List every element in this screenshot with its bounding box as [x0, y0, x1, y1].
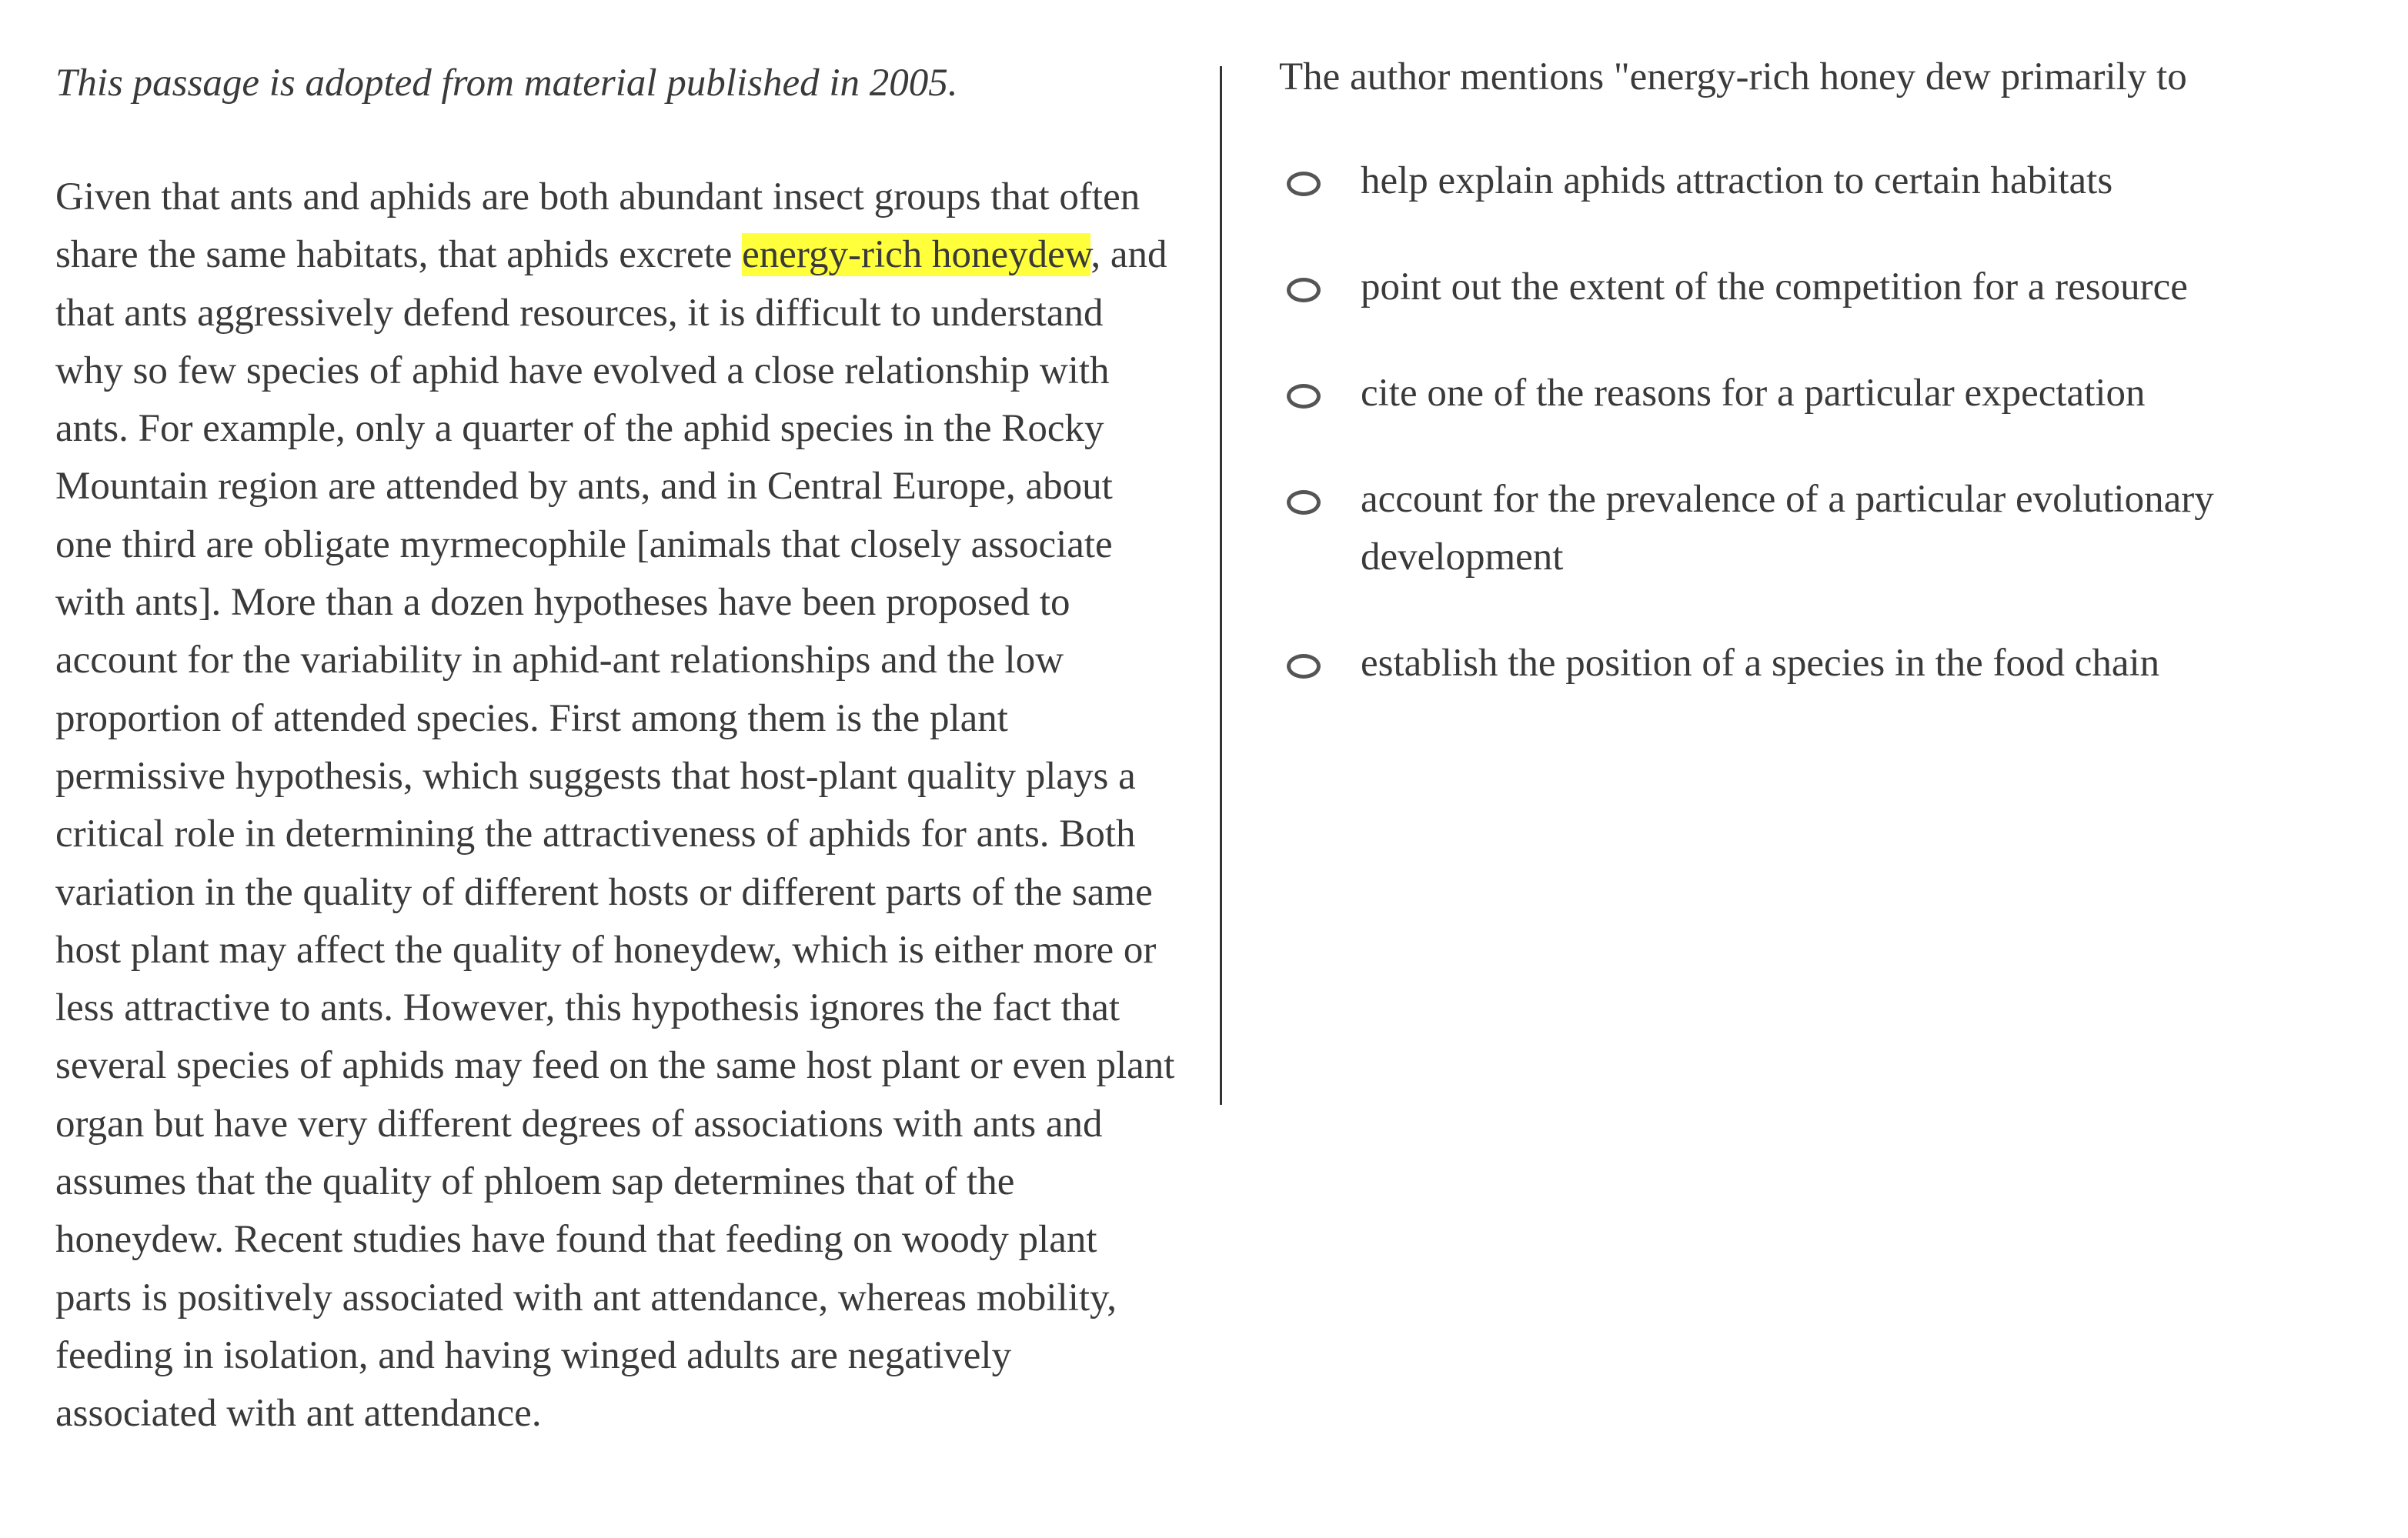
- question-pane: [1279, 48, 2372, 741]
- answer-choice-d[interactable]: [1279, 471, 2372, 586]
- radio-button-icon[interactable]: [1287, 172, 1321, 196]
- passage-text-part-2: , and that ants aggressively defend resources, it is difficult to understand why so few species of aphid have evolved a close relationship with ants. For example, only a quarter of the aphid species in the Rocky Mountain region are attended by ants, and in Central Europe, about one third are obligate myrmecophile [animals that closely associate with ants]. More than a dozen hypotheses have been proposed to account for the variability in aphid-ant relationships and the low proportion of attended species. First among them is the plant permissive hypothesis, which suggests that host-plant quality plays a critical role in determining the attractiveness of aphids for ants. Both variation in the quality of different hosts or different parts of the same host plant may affect the quality of honeydew, which is either more or less attractive to ants. However, this hypothesis ignores the fact that several species of aphids may feed on the same host plant or even plant organ but have very different degrees of associations with ants and assumes that the quality of phloem sap determines that of the honeydew. Recent studies have found that feeding on woody plant parts is positively associated with ant attendance, whereas mobility, feeding in isolation, and having winged adults are negatively associated with ant attendance.: [55, 233, 1175, 1436]
- radio-button-icon[interactable]: [1287, 490, 1321, 515]
- answer-choices: [1279, 152, 2372, 692]
- answer-choice-label: point out the extent of the competition for a resource: [1361, 265, 2188, 309]
- question-stem: The author mentions "energy-rich honey dew primarily to: [1279, 55, 2187, 98]
- radio-button-icon[interactable]: [1287, 654, 1321, 679]
- passage-text-part-1: Given that ants and aphids are both abundant insect groups that often share the same habitats, that aphids excrete: [55, 175, 1141, 277]
- radio-button-icon[interactable]: [1287, 278, 1321, 302]
- answer-choice-c[interactable]: [1279, 365, 2372, 422]
- answer-choice-b[interactable]: [1279, 259, 2372, 316]
- source-note: This passage is adopted from material published in 2005.: [55, 62, 958, 105]
- radio-button-icon[interactable]: [1287, 384, 1321, 409]
- passage-pane: [55, 54, 1179, 1443]
- answer-choice-a[interactable]: [1279, 152, 2372, 210]
- answer-choice-label: cite one of the reasons for a particular expectation: [1361, 372, 2146, 415]
- answer-choice-label: help explain aphids attraction to certain habitats: [1361, 159, 2113, 202]
- highlighted-phrase: energy-rich honeydew: [742, 233, 1091, 277]
- passage-text: [55, 168, 1179, 1443]
- answer-choice-e[interactable]: [1279, 635, 2372, 692]
- answer-choice-label: establish the position of a species in the food chain: [1361, 642, 2160, 685]
- answer-choice-label: account for the prevalence of a particular evolutionary development: [1361, 478, 2214, 579]
- pane-divider[interactable]: [1220, 66, 1222, 1105]
